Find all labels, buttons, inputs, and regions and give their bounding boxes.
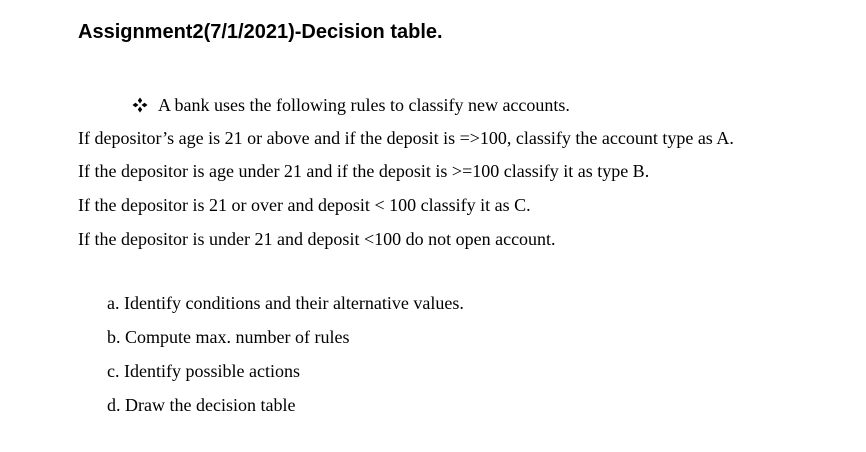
question-d: d. Draw the decision table [107,395,296,415]
rule-line-4: If the depositor is under 21 and deposit <100 do not open account. [78,229,556,249]
assignment-title: Assignment2(7/1/2021)-Decision table. [78,21,443,43]
intro-text: A bank uses the following rules to classify new accounts. [158,95,570,115]
intro-bullet [132,94,570,116]
question-b: b. Compute max. number of rules [107,327,350,347]
rule-line-1: If depositor’s age is 21 or above and if the deposit is =>100, classify the account type as A. [78,128,734,148]
question-c: c. Identify possible actions [107,361,300,381]
four-diamond-bullet-icon [132,97,148,113]
rule-line-2: If the depositor is age under 21 and if the deposit is >=100 classify it as type B. [78,161,650,181]
question-a: a. Identify conditions and their alternative values. [107,293,464,313]
rule-line-3: If the depositor is 21 or over and deposit < 100 classify it as C. [78,195,531,215]
